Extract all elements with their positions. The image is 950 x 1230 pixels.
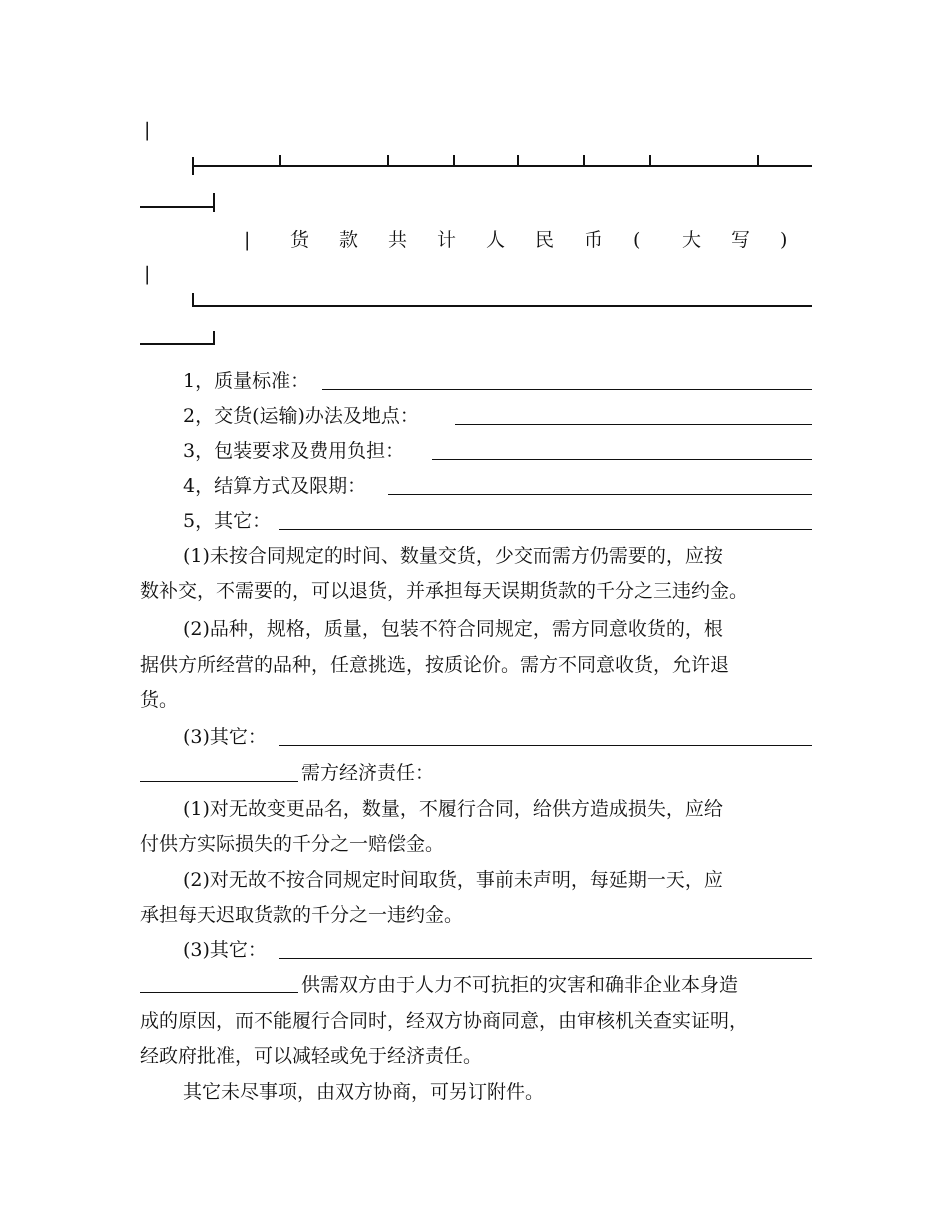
total-label-char: 计 — [437, 229, 457, 251]
total-label-char: 人 — [486, 229, 506, 251]
supplier-clause-2-line-1: (2)品种，规格，质量，包装不符合同规定，需方同意收货的，根 — [183, 618, 723, 640]
total-label-char: 大 — [682, 229, 702, 251]
table-column-tick — [649, 155, 651, 166]
table-column-tick — [453, 155, 455, 166]
supplier-clause-3-field-cont[interactable] — [140, 781, 298, 782]
buyer-section-heading: 需方经济责任： — [301, 762, 435, 784]
total-label-char: 款 — [339, 229, 359, 251]
buyer-clause-3-field[interactable] — [279, 958, 812, 959]
table-row-divider-bottom — [192, 305, 812, 307]
table-column-tick — [192, 157, 194, 175]
table-column-tick — [213, 193, 215, 212]
supplier-clause-2-line-2: 据供方所经营的品种，任意挑选，按质论价。需方不同意收货，允许退 — [140, 654, 730, 676]
table-column-tick — [757, 155, 759, 166]
buyer-clause-2-line-1: (2)对无故不按合同规定时间取货，事前未声明，每延期一天，应 — [183, 869, 723, 891]
total-label-char: 共 — [388, 229, 408, 251]
total-label-char: 货 — [290, 229, 310, 251]
supplier-clause-1-line-2: 数补交，不需要的，可以退货，并承担每天误期货款的千分之三违约金。 — [140, 580, 749, 602]
closing-note: 其它未尽事项，由双方协商，可另订附件。 — [183, 1081, 545, 1103]
table-left-bar-2: | — [144, 263, 151, 285]
supplier-clause-3-label: (3)其它： — [183, 726, 267, 748]
item-packaging-field[interactable] — [432, 459, 812, 460]
table-total-row-bar: | — [244, 229, 251, 251]
buyer-clause-3-label: (3)其它： — [183, 939, 267, 961]
total-label-char: 写 — [731, 229, 751, 251]
table-row-divider-cont — [140, 206, 214, 208]
item-settlement-field[interactable] — [388, 494, 812, 495]
total-label-char: ) — [780, 229, 788, 251]
item-delivery-label: 2，交货(运输)办法及地点： — [183, 405, 419, 427]
item-delivery-field[interactable] — [455, 424, 812, 425]
total-label-char: 民 — [535, 229, 555, 251]
buyer-clause-2-line-2: 承担每天迟取货款的千分之一违约金。 — [140, 904, 464, 926]
item-other-field[interactable] — [279, 529, 812, 530]
item-settlement-label: 4，结算方式及限期： — [183, 475, 367, 497]
item-quality-label: 1，质量标准： — [183, 370, 310, 392]
table-column-tick — [583, 155, 585, 166]
supplier-clause-2-line-3: 货。 — [140, 689, 179, 711]
table-column-tick — [517, 155, 519, 166]
force-majeure-line-1: 供需双方由于人力不可抗拒的灾害和确非企业本身造 — [301, 974, 739, 996]
buyer-clause-1-line-1: (1)对无故变更品名，数量，不履行合同，给供方造成损失，应给 — [183, 798, 723, 820]
force-majeure-line-3: 经政府批准，可以减轻或免于经济责任。 — [140, 1045, 483, 1067]
table-total-label — [290, 228, 800, 252]
table-left-bar: | — [144, 119, 151, 141]
table-column-tick — [387, 155, 389, 166]
force-majeure-line-2: 成的原因，而不能履行合同时，经双方协商同意，由审核机关查实证明， — [140, 1010, 749, 1032]
table-row-divider-top — [192, 165, 812, 167]
table-row-divider-bottom-cont — [140, 343, 214, 345]
table-corner-tick — [213, 331, 215, 345]
supplier-clause-3-field[interactable] — [279, 745, 812, 746]
table-column-tick — [279, 155, 281, 166]
supplier-clause-1-line-1: (1)未按合同规定的时间、数量交货，少交而需方仍需要的，应按 — [183, 545, 723, 567]
total-label-char: ( — [633, 229, 641, 251]
item-other-label: 5，其它： — [183, 510, 272, 532]
item-quality-field[interactable] — [322, 389, 812, 390]
buyer-clause-1-line-2: 付供方实际损失的千分之一赔偿金。 — [140, 833, 445, 855]
buyer-clause-3-field-cont[interactable] — [140, 992, 298, 993]
item-packaging-label: 3，包装要求及费用负担： — [183, 440, 405, 462]
total-label-char: 币 — [584, 229, 604, 251]
